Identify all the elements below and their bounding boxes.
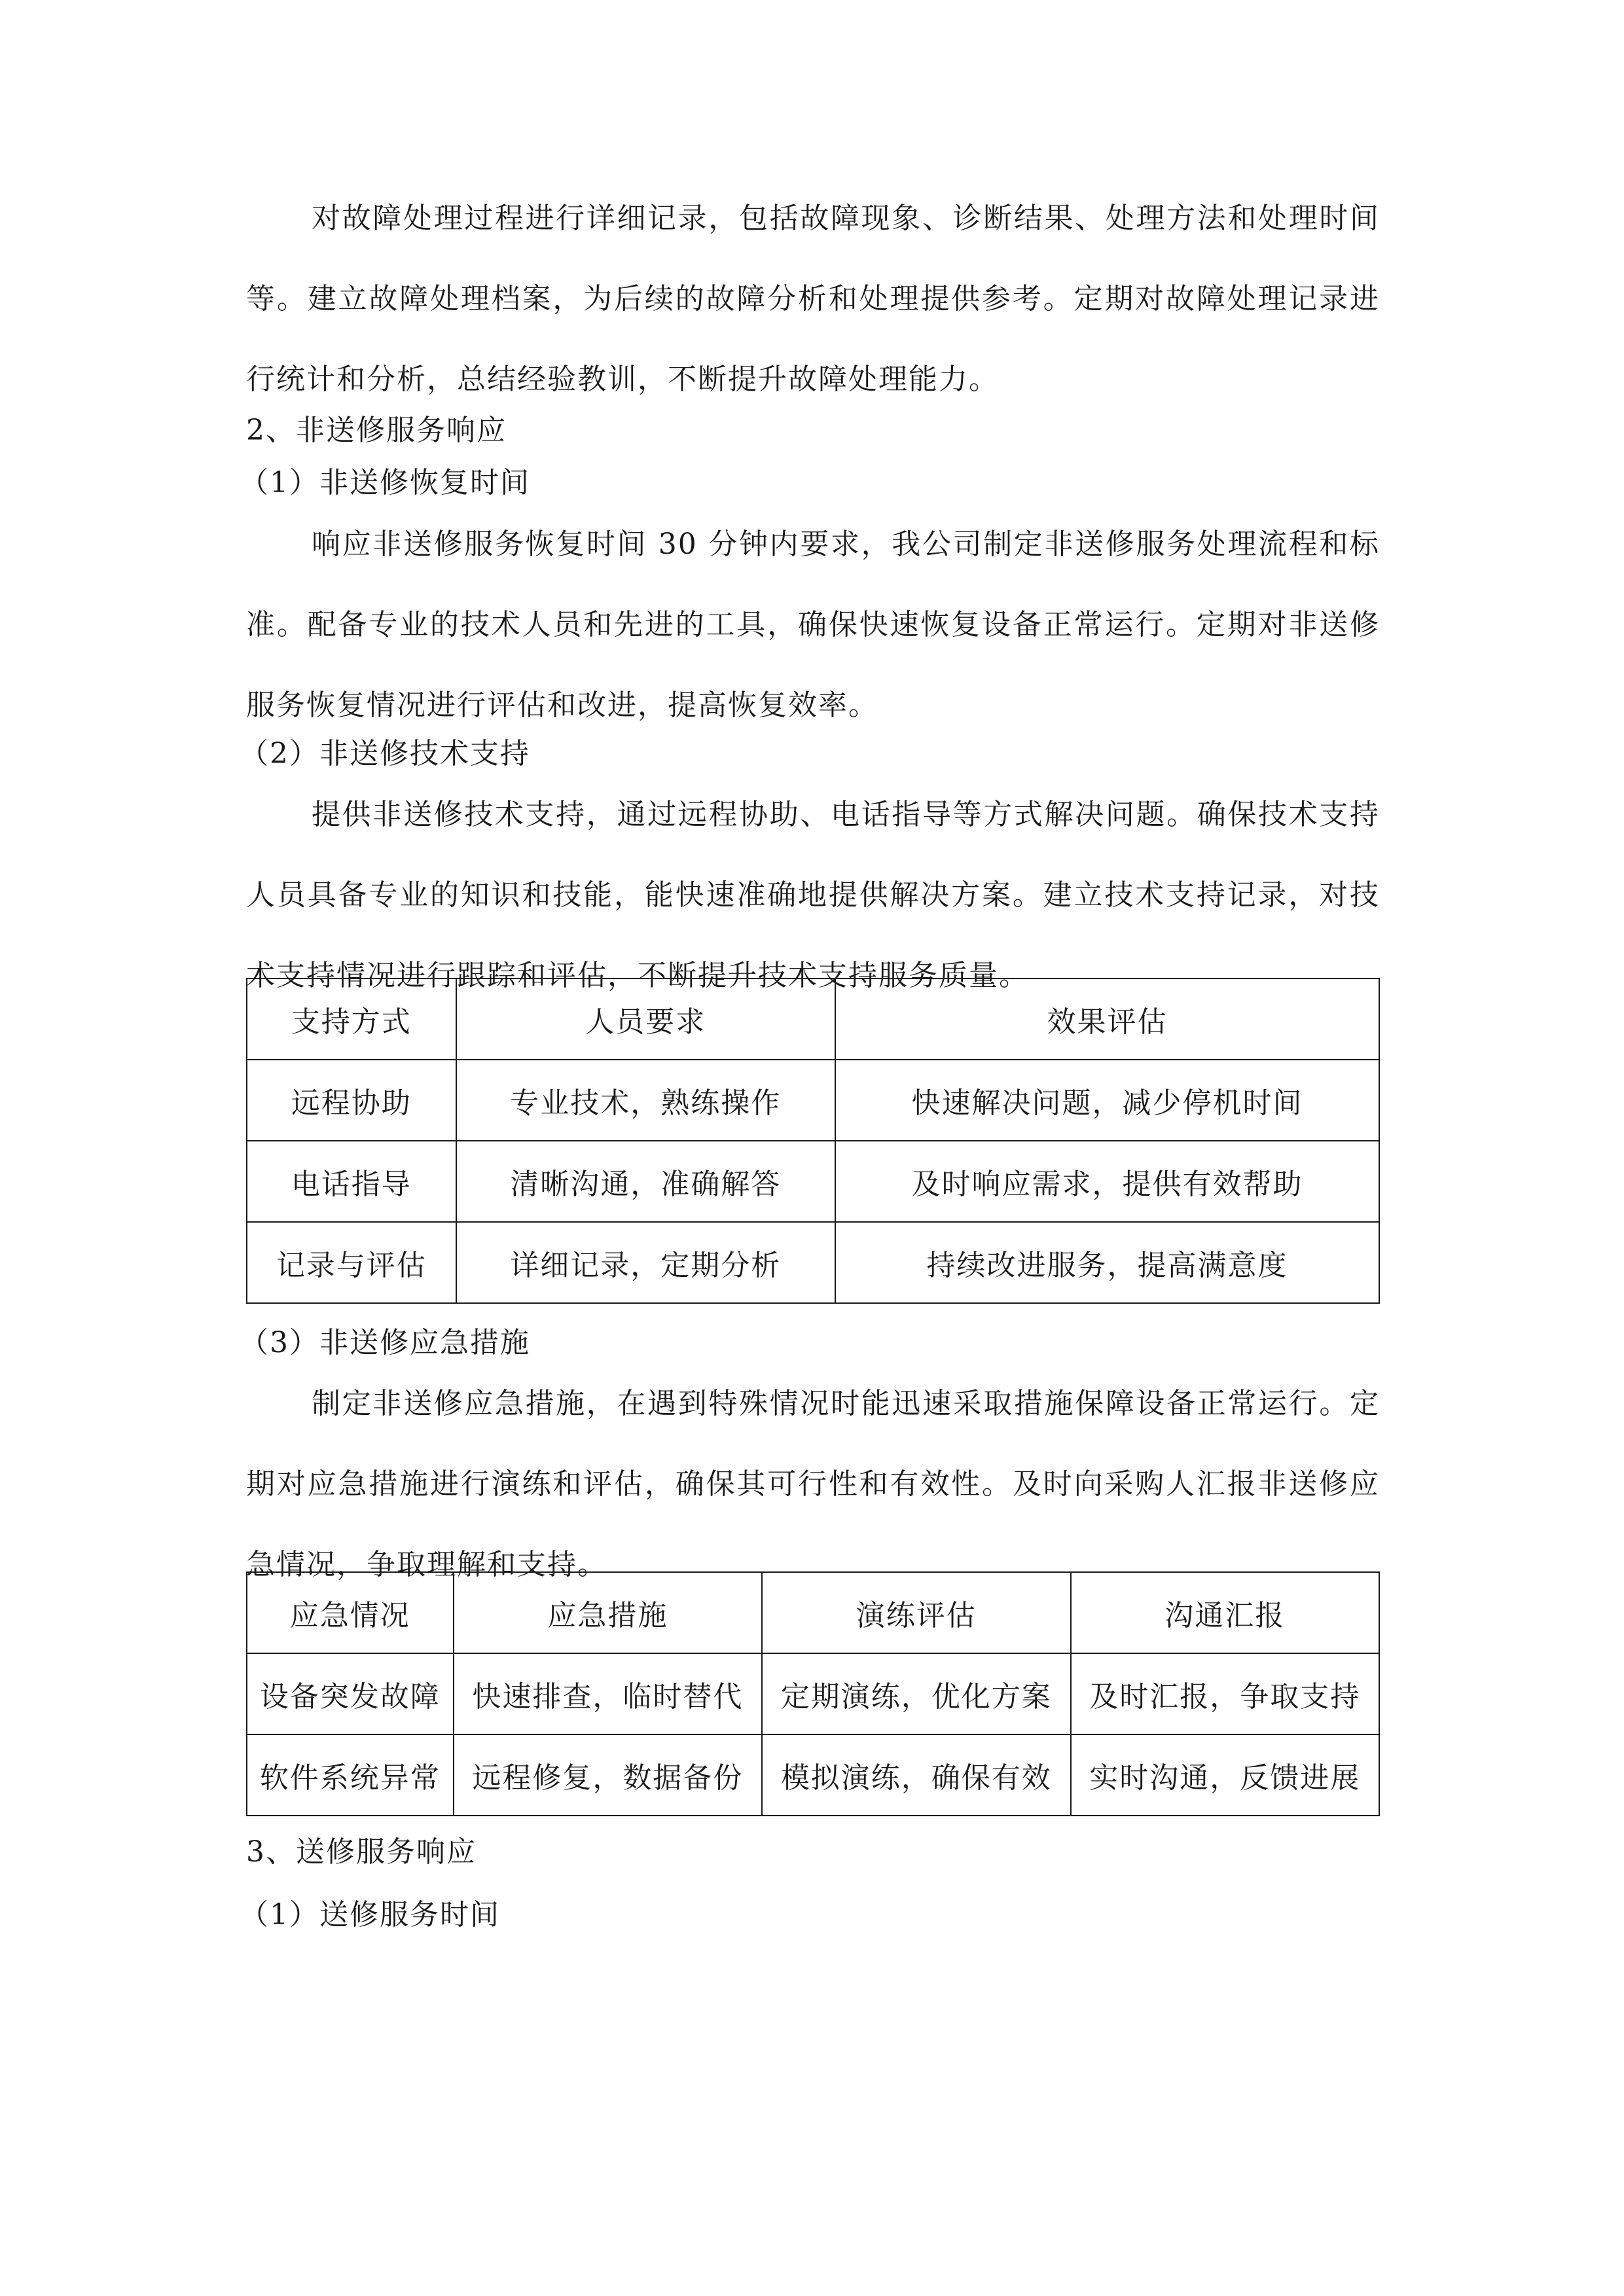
- section-2-heading: 2、非送修服务响应: [246, 414, 507, 447]
- table-cell: 快速解决问题，减少停机时间: [835, 1060, 1379, 1141]
- subsection-3-1-heading: （1）送修服务时间: [240, 1898, 500, 1931]
- subsection-2-3-heading: （3）非送修应急措施: [240, 1326, 530, 1359]
- paragraph-recovery-time: 响应非送修服务恢复时间 30 分钟内要求，我公司制定非送修服务处理流程和标准。配备专业的技术人员和先进的工具，确保快速恢复设备正常运行。定期对非送修服务恢复情况进行评估和改进，提高恢复效率。: [246, 528, 1380, 722]
- table-header-cell: 应急措施: [454, 1572, 762, 1653]
- table-cell: 软件系统异常: [247, 1734, 454, 1816]
- table-row: [247, 1141, 1379, 1222]
- table-header-cell: 效果评估: [835, 978, 1379, 1060]
- table-cell: 远程协助: [247, 1060, 456, 1141]
- table-cell: 持续改进服务，提高满意度: [835, 1222, 1379, 1303]
- table-header-row: [247, 1572, 1379, 1653]
- subsection-2-1-heading: （1）非送修恢复时间: [240, 466, 530, 499]
- table-header-cell: 应急情况: [247, 1572, 454, 1653]
- table-header-cell: 支持方式: [247, 978, 456, 1060]
- paragraph-tech-support: 提供非送修技术支持，通过远程协助、电话指导等方式解决问题。确保技术支持人员具备专业的知识和技能，能快速准确地提供解决方案。建立技术支持记录，对技术支持情况进行跟踪和评估，不断提升技术支持服务质量。: [246, 798, 1380, 992]
- table-header-cell: 人员要求: [456, 978, 835, 1060]
- table-cell: 电话指导: [247, 1141, 456, 1222]
- table-header-row: [247, 978, 1379, 1060]
- table-cell: 实时沟通，反馈进展: [1071, 1734, 1379, 1816]
- table-cell: 及时响应需求，提供有效帮助: [835, 1141, 1379, 1222]
- subsection-2-2-heading: （2）非送修技术支持: [240, 737, 530, 770]
- table-row: [247, 1060, 1379, 1141]
- paragraph-emergency-measures: 制定非送修应急措施，在遇到特殊情况时能迅速采取措施保障设备正常运行。定期对应急措施进行演练和评估，确保其可行性和有效性。及时向采购人汇报非送修应急情况，争取理解和支持。: [246, 1387, 1380, 1581]
- table-cell: 快速排查，临时替代: [454, 1653, 762, 1734]
- table-header-cell: 演练评估: [762, 1572, 1070, 1653]
- table-cell: 专业技术，熟练操作: [456, 1060, 835, 1141]
- table-cell: 远程修复，数据备份: [454, 1734, 762, 1816]
- paragraph-fault-records: 对故障处理过程进行详细记录，包括故障现象、诊断结果、处理方法和处理时间等。建立故障处理档案，为后续的故障分析和处理提供参考。定期对故障处理记录进行统计和分析，总结经验教训，不断提升故障处理能力。: [246, 202, 1380, 396]
- table-cell: 定期演练，优化方案: [762, 1653, 1070, 1734]
- table-cell: 及时汇报，争取支持: [1071, 1653, 1379, 1734]
- tech-support-table: [246, 978, 1380, 1304]
- table-header-cell: 沟通汇报: [1071, 1572, 1379, 1653]
- emergency-measures-table: [246, 1571, 1380, 1816]
- table-cell: 模拟演练，确保有效: [762, 1734, 1070, 1816]
- table-cell: 记录与评估: [247, 1222, 456, 1303]
- section-3-heading: 3、送修服务响应: [246, 1835, 477, 1869]
- table-cell: 清晰沟通，准确解答: [456, 1141, 835, 1222]
- table-row: [247, 1653, 1379, 1734]
- table-cell: 设备突发故障: [247, 1653, 454, 1734]
- table-cell: 详细记录，定期分析: [456, 1222, 835, 1303]
- table-row: [247, 1734, 1379, 1816]
- table-row: [247, 1222, 1379, 1303]
